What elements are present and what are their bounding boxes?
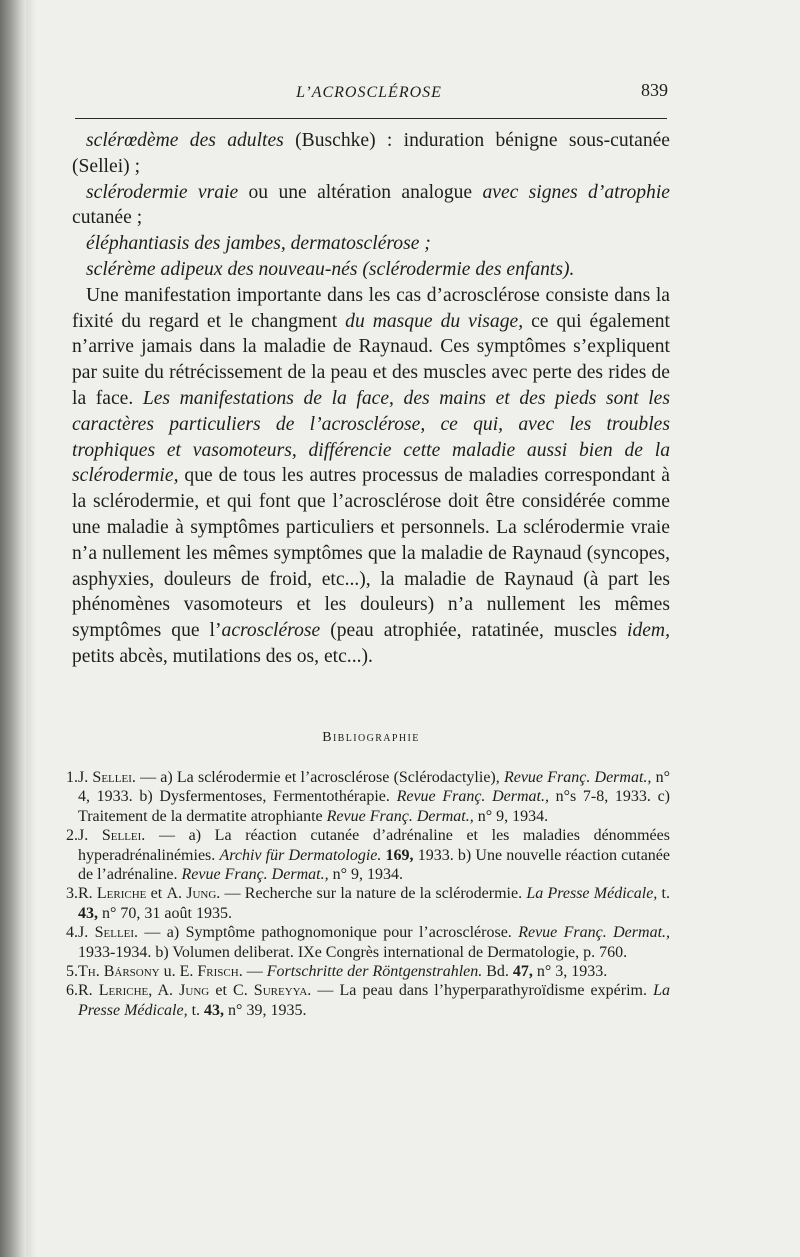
bibliography-entry: 6. R. Leriche, A. Jung et C. Sureyya. — La peau dans l’hyperparathyroïdisme expérim. La Presse Médicale, t. 43, n° 39, 1935. [66,982,671,1019]
bibliography-title: Bibliographie [322,730,420,745]
page-header [70,80,668,108]
main-text [72,128,670,670]
bibliography-list [66,768,671,1020]
list-item: sclérœdème des adultes (Buschke) : induration bénigne sous-cutanée (Sellei) ; [72,130,671,177]
bibliography-entry: 4. J. Sellei. — a) Symptôme pathognomonique pour l’acrosclérose. Revue Franç. Dermat., 1933-1934. b) Volumen deliberat. IXe Congrès international de Dermatologie, p. 760. [66,924,671,961]
page-gutter-shadow [0,0,26,1257]
list-item: sclérodermie vraie ou une altération analogue avec signes d’atrophie cutanée ; [72,181,670,229]
running-title: L’ACROSCLÉROSE [296,84,442,101]
body-paragraph: Une manifestation importante dans les cas d’acrosclérose consiste dans la fixité du regard et le changment du masque du visage, ce qui également n’arrive jamais dans la maladie de Raynaud. Ces symptômes s’expliquent par suite du rétrécissement de la peau et des muscles avec perte des rides de la face. Les manifestations de la face, des mains et des pieds sont les caractères particuliers de l’acrosclérose, ce qui, avec les troubles trophiques et vasomoteurs, différencie cette maladie aussi bien de la sclérodermie, que de tous les autres processus de maladies correspondant à la sclérodermie, et qui font que l’acrosclérose doit être considérée comme une maladie à symptômes particuliers et personnels. La sclérodermie vraie n’a nullement les mêmes symptômes que la maladie de Raynaud (syncopes, asphyxies, douleurs de froid, etc...), la maladie de Raynaud (à part les phénomènes vasomoteurs et les douleurs) n’a nullement les mêmes symptômes que l’acrosclérose (peau atrophiée, ratatinée, muscles idem, petits abcès, mutilations des os, etc...). [72,284,671,667]
bibliography-entry: 1. J. Sellei. — a) La sclérodermie et l’acrosclérose (Sclérodactylie), Revue Franç. Dermat., n° 4, 1933. b) Dysfermentoses, Fermentothérapie. Revue Franç. Dermat., n°s 7-8, 1933. c) Traitement de la dermatite atrophiante Revue Franç. Dermat., n° 9, 1934. [66,769,671,825]
bibliography-entry: 5. Th. Bársony u. E. Frisch. — Fortschritte der Röntgenstrahlen. Bd. 47, n° 3, 1933. [66,963,608,981]
page-number: 839 [641,80,668,100]
list-item: sclérème adipeux des nouveau-nés (sclérodermie des enfants). [86,258,575,280]
bibliography-entry: 2. J. Sellei. — a) La réaction cutanée d’adrénaline et les maladies dénommées hyperadrénalinémies. Archiv für Dermatologie. 169, 1933. b) Une nouvelle réaction cutanée de l’adrénaline. Revue Franç. Dermat., n° 9, 1934. [66,827,671,884]
page-gutter-fade [26,0,36,1257]
bibliography-entry: 3. R. Leriche et A. Jung. — Recherche sur la nature de la sclérodermie. La Presse Médicale, t. 43, n° 70, 31 août 1935. [66,885,670,922]
list-item: éléphantiasis des jambes, dermatosclérose ; [86,233,431,255]
header-rule [75,118,667,119]
